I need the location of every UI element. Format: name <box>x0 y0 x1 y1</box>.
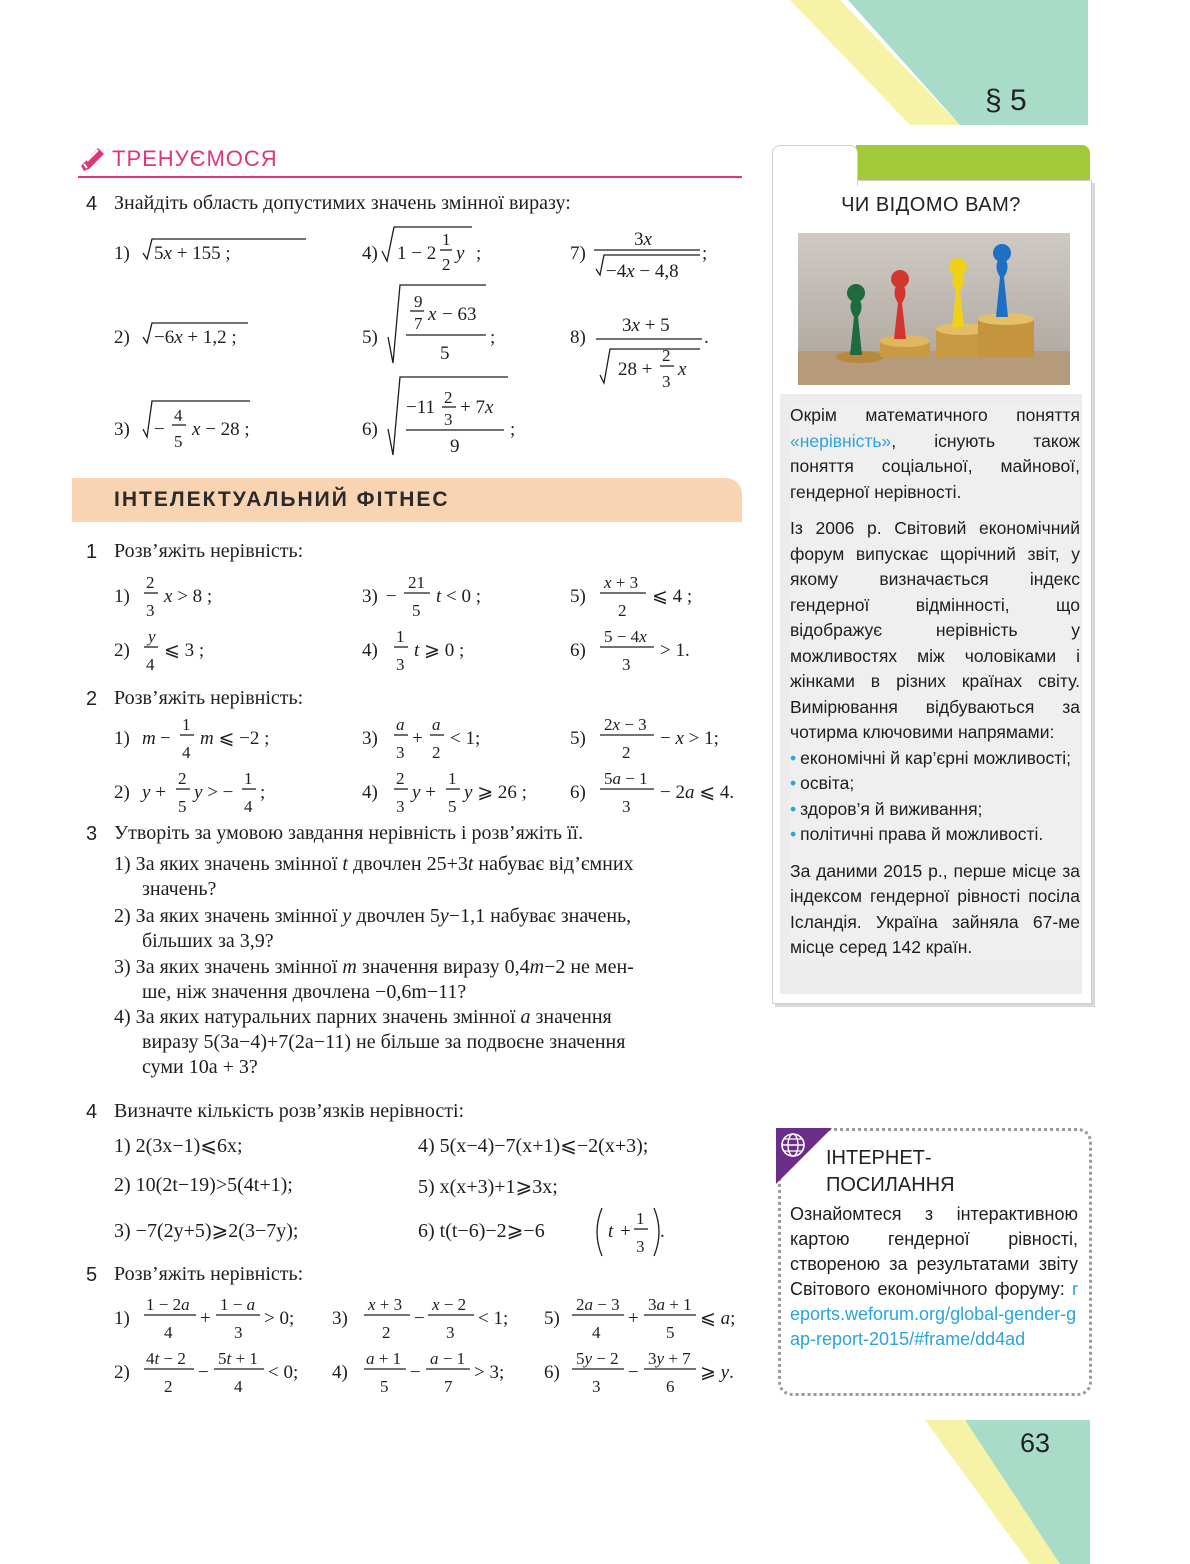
svg-text:;: ; <box>260 782 266 803</box>
svg-text:1): 1) <box>114 1308 130 1329</box>
svg-text:x + 3: x + 3 <box>604 573 639 592</box>
bullet-list <box>790 746 1080 848</box>
svg-text:x − 28 ;: x − 28 ; <box>192 419 250 440</box>
svg-text:6): 6) <box>570 640 586 661</box>
svg-text:1): 1) <box>114 586 130 607</box>
svg-text:x + 3: x + 3 <box>368 1295 403 1314</box>
svg-text:2: 2 <box>618 601 627 620</box>
svg-text:+: + <box>200 1308 211 1329</box>
svg-text:4: 4 <box>174 406 183 425</box>
svg-text:3: 3 <box>444 410 453 429</box>
subtask-4: 4) За яких натуральних парних значень змінної a значення виразу 5(3a−4)+7(2a−11) не більше за подвоєне значення суми 10a + 3? <box>114 1006 626 1078</box>
svg-text:x > 8 ;: x > 8 ; <box>164 586 213 607</box>
svg-text:1): 1) <box>114 243 130 264</box>
svg-text:1: 1 <box>448 769 457 788</box>
pawns-on-coins-photo <box>798 233 1070 385</box>
svg-text:⩽ 4 ;: ⩽ 4 ; <box>652 586 693 607</box>
page-number: 63 <box>1020 1428 1051 1458</box>
svg-text:5x + 155 ;: 5x + 155 ; <box>154 243 231 264</box>
svg-text:1: 1 <box>396 627 405 646</box>
svg-text:2: 2 <box>662 346 671 365</box>
svg-text:+: + <box>620 1221 631 1242</box>
list-item: • освіта; <box>790 773 855 793</box>
svg-text:< 1;: < 1; <box>478 1308 509 1329</box>
svg-text:−: − <box>414 1308 425 1329</box>
task-text: Розв’яжіть нерівність: <box>114 540 304 562</box>
svg-text:3y + 7: 3y + 7 <box>648 1349 691 1368</box>
svg-text:1 − 2a: 1 − 2a <box>146 1295 190 1314</box>
svg-text:t < 0 ;: t < 0 ; <box>436 586 482 607</box>
svg-text:2: 2 <box>444 388 453 407</box>
svg-text:2: 2 <box>382 1323 391 1342</box>
svg-text:3: 3 <box>622 797 631 816</box>
subtask-2: 2) За яких значень змінної y двочлен 5y−1,1 набуває значень, більших за 3,9? <box>114 905 632 952</box>
svg-text:4: 4 <box>164 1323 173 1342</box>
task-text: Розв’яжіть нерівність: <box>114 1263 304 1285</box>
svg-text:2: 2 <box>146 573 155 592</box>
task-number: 5 <box>86 1264 98 1286</box>
sidebar-text: Окрім математичного поняття «нерівність», існують також поняття соціальної, майнової, гендерної нерівності. Із 2006 р. Світовий економічний форум випускає щорічний звіт, у якому визначається індекс гендерної відмінності, що відображує нерівність у можливостях між чоловіками і жінками в різних країнах світу. Вимірювання відбуваються за чотирма ключовими напрямами: • економічні й кар’єрні можливості; • освіта; • здоров’я й виживання; • політичні права й можливості. За даними 2015 р., перше місце за індексом гендерної рівності посіла Ісландія. Україна зайняла 67-ме місце серед 142 країн. <box>790 403 1080 961</box>
svg-text:2): 2) <box>114 327 130 348</box>
svg-text:x: x <box>678 359 687 380</box>
task-number: 4 <box>86 193 98 215</box>
svg-text:2): 2) <box>114 1362 130 1383</box>
subtask-1: 1) За яких значень змінної t двочлен 25+3t набуває від’ємних значень? <box>114 853 634 900</box>
svg-text:2x − 3: 2x − 3 <box>604 715 647 734</box>
inequality-item: 6) t(t−6)−2⩾−6 <box>418 1220 545 1242</box>
svg-text:2: 2 <box>164 1377 173 1396</box>
svg-text:1: 1 <box>244 769 253 788</box>
inequality-term-link[interactable]: «нерівність» <box>790 430 892 451</box>
svg-text:> 0;: > 0; <box>264 1308 295 1329</box>
bracket-fraction <box>592 1204 672 1260</box>
inequality-item: 5) x(x+3)+1⩾3x; <box>418 1176 558 1198</box>
svg-text:x: x <box>428 304 437 325</box>
svg-text:5: 5 <box>448 797 457 816</box>
svg-text:3): 3) <box>332 1308 348 1329</box>
svg-text:−: − <box>386 586 397 607</box>
svg-text:4): 4) <box>332 1362 348 1383</box>
svg-text:6): 6) <box>570 782 586 803</box>
svg-text:2: 2 <box>442 255 451 274</box>
internet-text: Ознайомтеся з інтерактивною картою гендерної рівності, створеною за результатами звіту Світового економічного форуму: reports.weforum.org/global-gender-gap-report-2015/#frame/dd4ad <box>790 1204 1078 1349</box>
svg-text:−: − <box>160 728 171 749</box>
svg-text:4t − 2: 4t − 2 <box>146 1349 186 1368</box>
svg-text:4: 4 <box>244 797 253 816</box>
svg-text:21: 21 <box>408 573 425 592</box>
svg-text:6: 6 <box>666 1377 675 1396</box>
svg-text:2a − 3: 2a − 3 <box>576 1295 620 1314</box>
svg-text:5: 5 <box>178 797 187 816</box>
svg-text:7: 7 <box>414 314 423 333</box>
svg-text:1 − a: 1 − a <box>220 1295 256 1314</box>
svg-text:3): 3) <box>362 728 378 749</box>
svg-text:5): 5) <box>570 728 586 749</box>
svg-text:+ 7x: + 7x <box>460 397 494 418</box>
svg-text:1): 1) <box>114 728 130 749</box>
svg-text:5: 5 <box>666 1323 675 1342</box>
svg-text:2): 2) <box>114 640 130 661</box>
svg-text:a: a <box>396 715 405 734</box>
svg-text:+: + <box>628 1308 639 1329</box>
svg-text:− 63: − 63 <box>442 304 477 325</box>
svg-text:y +: y + <box>412 782 436 803</box>
task-number: 3 <box>86 823 98 845</box>
svg-text:1: 1 <box>442 230 451 249</box>
svg-text:4): 4) <box>362 243 378 264</box>
internet-title: ІНТЕРНЕТ- ПОСИЛАННЯ <box>826 1147 955 1196</box>
pencil-icon <box>78 144 108 174</box>
svg-text:a + 1: a + 1 <box>366 1349 402 1368</box>
svg-text:2: 2 <box>178 769 187 788</box>
inequality-item: 4) 5(x−4)−7(x+1)⩽−2(x+3); <box>418 1135 649 1157</box>
svg-text:3x + 5: 3x + 5 <box>622 315 670 336</box>
svg-text:5): 5) <box>570 586 586 607</box>
inequality-item: 3) −7(2y+5)⩾2(3−7y); <box>114 1220 299 1242</box>
svg-text:< 1;: < 1; <box>450 728 481 749</box>
svg-text:−: − <box>628 1362 639 1383</box>
svg-text:y +: y + <box>142 782 166 803</box>
list-item: • економічні й кар’єрні можливості; <box>790 747 1072 768</box>
svg-text:−4x − 4,8: −4x − 4,8 <box>606 261 679 282</box>
svg-text:⩾ y.: ⩾ y. <box>700 1362 734 1383</box>
svg-text:y: y <box>148 627 156 646</box>
svg-text:⩽ a;: ⩽ a; <box>700 1308 736 1329</box>
section-number: § 5 <box>985 84 1027 117</box>
svg-text:3: 3 <box>622 655 631 674</box>
svg-text:4): 4) <box>362 640 378 661</box>
svg-text:5: 5 <box>380 1377 389 1396</box>
sidebar-tab <box>772 145 858 186</box>
svg-text:⩽ 3 ;: ⩽ 3 ; <box>164 640 205 661</box>
task-number: 1 <box>86 541 98 563</box>
task-text: Утворіть за умовою завдання нерівність і розв’яжіть її. <box>114 822 584 844</box>
svg-text:y ⩾ 26 ;: y ⩾ 26 ; <box>464 782 527 803</box>
svg-text:5): 5) <box>544 1308 560 1329</box>
domain-exercises <box>110 225 750 465</box>
inequality-item: 2) 10(2t−19)>5(4t+1); <box>114 1174 293 1196</box>
svg-text:− x > 1;: − x > 1; <box>660 728 719 749</box>
svg-text:3): 3) <box>362 586 378 607</box>
svg-text:4: 4 <box>146 655 155 674</box>
svg-text:2: 2 <box>622 743 631 762</box>
svg-text:9: 9 <box>414 292 423 311</box>
svg-text:> 1.: > 1. <box>660 640 690 661</box>
svg-text:m: m <box>142 728 156 749</box>
inequalities-set-5 <box>110 1290 750 1402</box>
svg-text:9: 9 <box>450 436 460 457</box>
svg-text:y: y <box>456 243 465 264</box>
svg-text:3: 3 <box>234 1323 243 1342</box>
svg-text:;: ; <box>702 243 708 264</box>
svg-text:3: 3 <box>636 1237 645 1256</box>
svg-text:−11: −11 <box>406 397 436 418</box>
svg-text:7): 7) <box>570 243 586 264</box>
list-item: • здоров’я й виживання; <box>790 798 983 819</box>
svg-text:1: 1 <box>636 1209 645 1228</box>
svg-text:3: 3 <box>592 1377 601 1396</box>
svg-text:5: 5 <box>174 432 183 451</box>
fitness-heading <box>72 478 742 522</box>
inequalities-set-2 <box>110 710 750 822</box>
svg-text:y > −: y > − <box>194 782 234 803</box>
svg-text:t: t <box>608 1221 614 1242</box>
subtask-3: 3) За яких значень змінної m значення виразу 0,4m−2 не мен- ше, ніж значення двочлена −0,6m−11? <box>114 956 634 1003</box>
svg-text:3: 3 <box>396 797 405 816</box>
svg-text:4: 4 <box>592 1323 601 1342</box>
svg-text:5: 5 <box>412 601 421 620</box>
svg-text:.: . <box>704 327 709 348</box>
svg-text:4: 4 <box>182 743 191 762</box>
svg-text:5: 5 <box>440 343 450 364</box>
svg-text:3: 3 <box>396 655 405 674</box>
svg-text:− 2a ⩽ 4.: − 2a ⩽ 4. <box>660 782 735 803</box>
sidebar-heading: ЧИ ВІДОМО ВАМ? <box>841 194 1021 216</box>
svg-text:.: . <box>660 1221 665 1242</box>
task-text: Розв’яжіть нерівність: <box>114 687 304 709</box>
svg-text:+: + <box>412 728 423 749</box>
svg-text:8): 8) <box>570 327 586 348</box>
svg-text:4): 4) <box>362 782 378 803</box>
svg-text:4: 4 <box>234 1377 243 1396</box>
svg-text:−: − <box>154 419 165 440</box>
svg-text:t ⩾ 0 ;: t ⩾ 0 ; <box>414 640 465 661</box>
training-heading <box>78 144 742 178</box>
svg-text:3: 3 <box>146 601 155 620</box>
svg-text:;: ; <box>476 243 482 264</box>
svg-text:5 − 4x: 5 − 4x <box>604 627 647 646</box>
svg-text:−: − <box>198 1362 209 1383</box>
task-number: 2 <box>86 688 98 710</box>
svg-text:2: 2 <box>396 769 405 788</box>
svg-text:a: a <box>432 715 441 734</box>
svg-text:−6x + 1,2 ;: −6x + 1,2 ; <box>154 327 237 348</box>
svg-text:1: 1 <box>182 715 191 734</box>
svg-text:6): 6) <box>544 1362 560 1383</box>
svg-text:7: 7 <box>444 1377 453 1396</box>
svg-text:3: 3 <box>446 1323 455 1342</box>
svg-text:28 +: 28 + <box>618 359 653 380</box>
sidebar-tab-accent <box>856 145 1090 181</box>
task-text: Знайдіть область допустимих значень змінної виразу: <box>114 192 571 214</box>
svg-text:2): 2) <box>114 782 130 803</box>
svg-text:2: 2 <box>432 743 441 762</box>
svg-text:6): 6) <box>362 419 378 440</box>
list-item: • політичні права й можливості. <box>790 824 1044 844</box>
task-number: 4 <box>86 1101 98 1123</box>
svg-text:3a + 1: 3a + 1 <box>648 1295 692 1314</box>
inequalities-set-1 <box>110 568 750 680</box>
svg-text:;: ; <box>490 327 496 348</box>
svg-text:5a − 1: 5a − 1 <box>604 769 648 788</box>
report-link[interactable]: reports.weforum.org/global-gender-gap-report-2015/#frame/dd4ad <box>790 1279 1078 1349</box>
svg-text:3: 3 <box>662 372 671 391</box>
training-title: ТРЕНУЄМОСЯ <box>112 146 278 171</box>
svg-text:5t + 1: 5t + 1 <box>218 1349 258 1368</box>
svg-text:< 0;: < 0; <box>268 1362 299 1383</box>
svg-text:> 3;: > 3; <box>474 1362 505 1383</box>
svg-text:m ⩽ −2 ;: m ⩽ −2 ; <box>200 728 270 749</box>
svg-text:3: 3 <box>396 743 405 762</box>
svg-text:3): 3) <box>114 419 130 440</box>
svg-text:;: ; <box>510 419 516 440</box>
inequality-item: 1) 2(3x−1)⩽6x; <box>114 1135 243 1157</box>
svg-text:x − 2: x − 2 <box>432 1295 467 1314</box>
svg-text:5y − 2: 5y − 2 <box>576 1349 619 1368</box>
svg-text:5): 5) <box>362 327 378 348</box>
svg-text:3x: 3x <box>634 229 652 250</box>
svg-text:−: − <box>410 1362 421 1383</box>
fitness-title: ІНТЕЛЕКТУАЛЬНИЙ ФІТНЕС <box>114 488 450 511</box>
svg-text:1 − 2: 1 − 2 <box>397 243 437 264</box>
task-text: Визначте кількість розв’язків нерівності: <box>114 1100 465 1122</box>
svg-text:a − 1: a − 1 <box>430 1349 466 1368</box>
